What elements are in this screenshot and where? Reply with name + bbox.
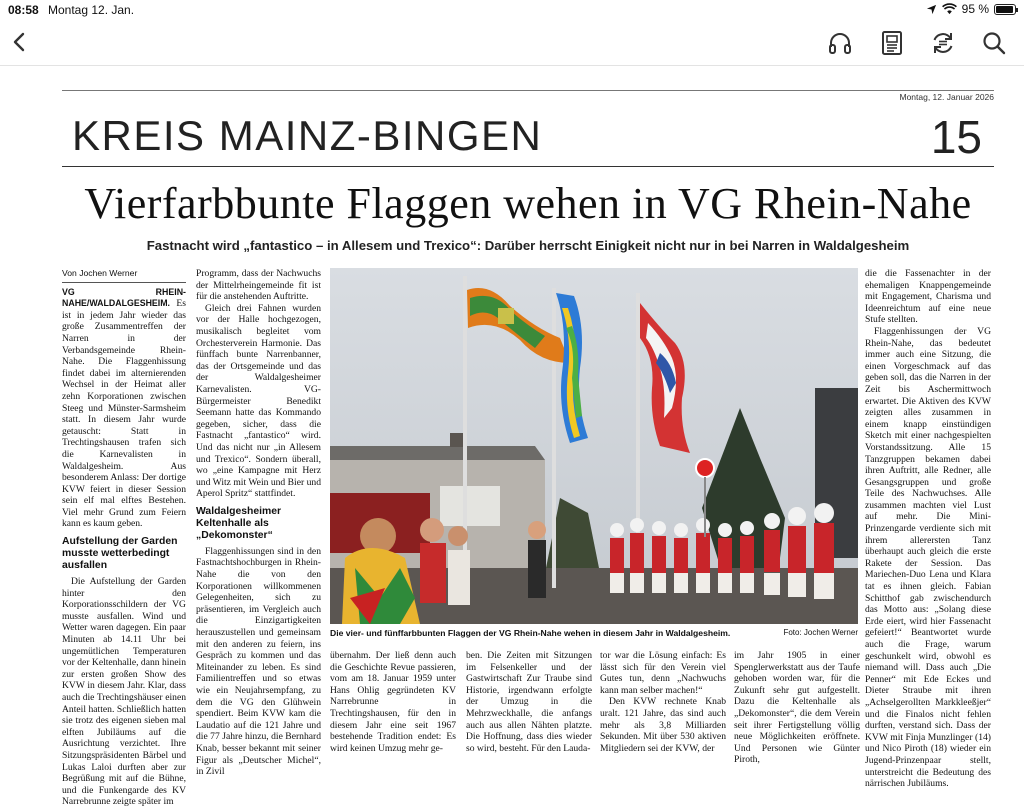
section-rule (62, 166, 994, 167)
article-view-button[interactable] (878, 29, 906, 57)
paragraph: Flaggenhissungen sind in den Fastnachtshochburgen in Rhein-Nahe die von den Korporationen willkommenen Gelegenheiten, sich zu präsentieren, im Vergleich auch die Einzigartigkeiten herauszustellen und gemeinsam mit den anderen zu feiern, ins Gespräch zu kommen und das Miteinander zu leben. Es sind Familientreffen und so etwas wie ein Neujahrsempfang, zu dem die VG den Glühwein spendiert. Beim KVW kam die Laudatio auf die 121 Jahre und die 77 Jahre hinzu, die Bernhard Knab, besser bekannt mit seiner Figur als „Deutscher Michel“, in Zivil (196, 545, 321, 778)
column-6 (734, 650, 860, 766)
article-view-icon (878, 29, 906, 57)
paragraph: die die Fassenachter in der ehemaligen Knappengemeinde mit Engagement, Charisma und Ideenreichtum auf eine neue Stufe stellten. (865, 268, 991, 326)
refresh-icon (929, 29, 957, 57)
page-number: 15 (930, 111, 982, 163)
article-subheadline: Fastnacht wird „fantastico – in Allesem und Trexico“: Darüber herrscht Einigkeit nicht nur in bei Narren in Waldalgesheim (146, 238, 910, 253)
search-button[interactable] (980, 29, 1008, 57)
paragraph: übernahm. Der ließ denn auch die Geschichte Revue passieren, vom am 18. Januar 1959 unter Hans Ohlig gegründeten KV Narrebrunne in Trechtingshausen, für den in diesem Jahr eine seit 1967 bestehende Tradition endet: Es wird keinen Umzug mehr ge- (330, 650, 456, 754)
app-toolbar (0, 20, 1024, 66)
headphones-icon (826, 29, 854, 57)
byline: Von Jochen Werner (62, 268, 186, 283)
photo-caption (330, 628, 858, 638)
status-right (926, 2, 1016, 16)
column-1 (62, 268, 186, 808)
battery-icon (994, 4, 1016, 15)
back-chevron-icon (6, 26, 36, 58)
back-button[interactable] (6, 26, 36, 58)
paragraph: Programm, dass der Nachwuchs der Mittelrheingemeinde fit ist für die anstehenden Auftritte. (196, 268, 321, 303)
paragraph: Die Aufstellung der Garden hinter den Korporationsschildern der VG musste ausfallen. Wind und Wetter waren dagegen. Ein paar Minuten ab 14.11 Uhr bei ungemütlichen Temperaturen vor der Keltenhalle, dann hinein zur ersten großen Show des KVW in diesem Jahr. Klar, dass auch die Trechtingshäuser einen Anteil hatten. Schließlich hatten sie trotz des eigenen sieben mal elften Jubiläums auf die Ausrichtung verzichtet. Ihre Sitzungspräsidenten Bärbel und Lukas Laloi durften aber zur Begrüßung mit auf die Bühne, und die Funkengarde des KV Narrebrunne zeigte später im (62, 576, 186, 808)
intertitle: Waldalgesheimer Keltenhalle als „Dekomonster“ (196, 505, 282, 541)
column-3 (330, 650, 456, 754)
column-2 (196, 268, 321, 778)
refresh-button[interactable] (929, 29, 957, 57)
article-photo[interactable] (330, 268, 858, 624)
listen-button[interactable] (826, 29, 854, 57)
wifi-icon (942, 4, 957, 15)
paragraph: im Jahr 1905 in einer Spenglerwerkstatt aus der Taufe gehoben worden war, für die Zukunft sehr gut aufgestellt. Dazu die Keltenhalle als „Dekomonster“, die dem Verein seit ihrer Fertigstellung völlig neue Möglichkeiten eröffnete. Und Personen wie Günter Piroth, (734, 650, 860, 766)
search-icon (980, 29, 1008, 57)
article-headline: Vierfarbbunte Flaggen wehen in VG Rhein-Nahe (84, 179, 972, 228)
status-date: Montag 12. Jan. (48, 3, 135, 17)
section-title: KREIS MAINZ-BINGEN (72, 112, 543, 159)
paragraph: Den KVW rechnete Knab uralt. 121 Jahre, das sind auch mehr als 3,8 Milliarden Sekunden. Mit über 530 aktiven Mitgliedern sei der KVW, der (600, 696, 726, 754)
column-5 (600, 650, 726, 754)
photo-credit: Foto: Jochen Werner (783, 628, 858, 637)
flag-hoisting-photo (330, 268, 858, 624)
top-rule (62, 90, 994, 91)
battery-percent: 95 % (961, 2, 989, 16)
paragraph: Gleich drei Fahnen wurden vor der Halle hochgezogen, musikalisch begleitet vom Orchesterverein Harmonie. Das fünffach bunte Narrenbanner, das der Ortsgemeinde und das der Waldalgesheimer Karnevalisten. VG-Bürgermeister Benedikt Seemann hatte das Kommando gegeben, sicher, dass die Fastnacht „fantastico“ wird. Und das nicht nur „in Allesem und Trexico“. Sondern überall, wo „eine Kampagne mit Herz und Witz mit Wein und Bier und Aperol Spritz“ stattfindet. (196, 302, 321, 500)
paragraph: tor war die Lösung einfach: Es lässt sich für den Verein viel Gutes tun, denn „Nachwuchs kann man selber machen!“ (600, 650, 726, 696)
intertitle: Aufstellung der Garden musste wetterbedingt ausfallen (62, 536, 178, 572)
status-time: 08:58 (8, 3, 39, 17)
dateline: Montag, 12. Januar 2026 (899, 92, 994, 102)
paragraph: VG RHEIN-NAHE/WALDALGESHEIM. Es ist in jedem Jahr wieder das große Zusammentreffen der Narren in der Verbandsgemeinde Rhein-Nahe. Die Flaggenhissung findet dabei im alternierenden Wechsel in der Heimat aller zehn Korporationen zwischen Steeg und Münster-Sarmsheim statt. In diesem Jahr wurde getauscht: Statt in Trechtingshausen trafen sich die Karnevalisten in Waldalgesheim. Aus besonderem Anlass: Der dortige KVW feiert in dieser Session sein elf mal elftes Bestehen. Viel mehr Grund zum Feiern kann es kaum geben. (62, 286, 186, 530)
column-7 (865, 268, 991, 790)
status-bar (0, 0, 1024, 20)
caption-text: Die vier- und fünffarbbunten Flaggen der VG Rhein-Nahe wehen in diesem Jahr in Waldalgesheim. (330, 628, 731, 638)
dateline-location: VG RHEIN-NAHE/WALDALGESHEIM. (62, 286, 186, 309)
paragraph: Flaggenhissungen der VG Rhein-Nahe, das bedeutet immer auch eine Sitzung, die einen Vorgeschmack auf das geben soll, das die Narren in der Zeit bis Aschermittwoch erwartet. Die Aktiven des KVW zeigten alles zusammen in einem knapp einstündigen Sketch mit einer nachgespielten Vorstandssitzung. Alle 15 Tanzgruppen bekamen dabei ihren Auftritt, alle Redner, alle Gesangsgruppen und große Teile des Nachwuchses. Alle zusammen machten viel Lust auf mehr. Die Mini-Prinzengarde verdiente sich mit ihrem allerersten Tanz überhaupt auch gleich die erste Rakete der Session. Das Mariechen-Duo Lena und Klara tat es ihnen gleich. Fabian Schitthof gab zwischendurch das Motto aus: „Solang diese Erde eiert, wird hier Fassenacht gefeiert!“ Beantwortet wurde auch die Frage, warum geschunkelt wird, obwohl es niemand will. Dass auch „Die Penner“ mit Ede Eckes und Dieter Straube mit ihren „Achselgerollten Markkleeßjer“ und die Finalos nicht fehlen durften, verstand sich. Dass der KVW mit Finja Munzlinger (14) und Nico Piroth (18) wieder ein Jugend-Prinzenpaar stellt, unterstreicht die Bedeutung des närrischen Jubiläums. (865, 325, 991, 790)
newspaper-page (62, 90, 994, 808)
location-arrow-icon (926, 4, 937, 15)
paragraph: ben. Die Zeiten mit Sitzungen im Felsenkeller und der Gastwirtschaft Zur Traube sind Historie, irgendwann erfolgte der Umzug in die Mehrzweckhalle, die anfangs auch aus allen Nähten platzte. Die Hoffnung, dass dies wieder so wird, besteht. Für den Lauda- (466, 650, 592, 754)
column-4 (466, 650, 592, 754)
